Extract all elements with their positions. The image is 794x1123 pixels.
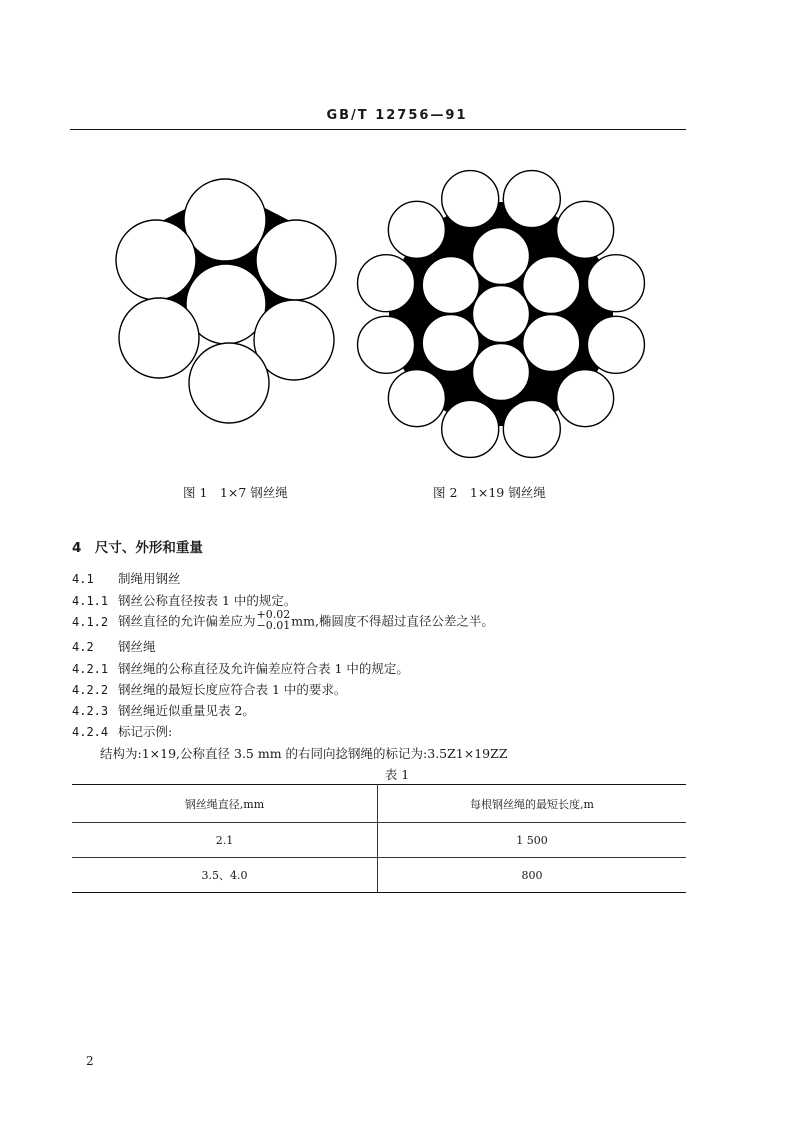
wire-circle xyxy=(503,171,560,228)
table-1-title: 表 1 xyxy=(384,767,410,782)
wire-circle xyxy=(557,201,614,258)
clause-4-2-4 xyxy=(72,722,172,740)
clause-4-2-3 xyxy=(72,701,255,719)
clause-4-2-2 xyxy=(72,680,346,698)
clause-number: 4.2.3 xyxy=(72,704,109,718)
marking-example: 结构为:1×19,公称直径 3.5 mm 的右同向捻钢绳的标记为:3.5Z1×19ZZ xyxy=(100,746,508,761)
table-cell: 800 xyxy=(378,858,687,893)
page-number: 2 xyxy=(86,1054,94,1068)
wire-circle xyxy=(473,344,530,401)
clause-text: 钢丝绳的最短长度应符合表 1 中的要求。 xyxy=(118,682,347,697)
tolerance-stack xyxy=(257,609,291,631)
table-row xyxy=(72,858,686,893)
clause-4-1 xyxy=(72,569,181,587)
clause-text: 钢丝绳 xyxy=(118,639,156,654)
table-cell: 3.5、4.0 xyxy=(72,858,378,893)
wire-circle xyxy=(358,316,415,373)
clause-text: 钢丝绳的公称直径及允许偏差应符合表 1 中的规定。 xyxy=(118,661,409,676)
clause-text-after: mm,椭圆度不得超过直径公差之半。 xyxy=(291,613,494,629)
clause-number: 4.2.1 xyxy=(72,662,109,676)
wire-circle xyxy=(422,315,479,372)
table-cell: 1 500 xyxy=(378,823,687,858)
clause-number: 4.1.2 xyxy=(72,614,109,629)
clause-number: 4.2.4 xyxy=(72,725,109,739)
wire-circle xyxy=(557,370,614,427)
clause-text: 钢丝绳近似重量见表 2。 xyxy=(118,703,255,718)
table-header-cell: 钢丝绳直径,mm xyxy=(72,785,378,823)
clause-text: 标记示例: xyxy=(118,724,173,739)
clause-4-1-2 xyxy=(72,608,494,633)
wire-circle xyxy=(473,286,530,343)
wire-circle xyxy=(587,316,644,373)
table-1 xyxy=(72,784,686,893)
table-header-cell: 每根钢丝绳的最短长度,m xyxy=(378,785,687,823)
wire-circle xyxy=(358,255,415,312)
wire-circle xyxy=(473,228,530,285)
tolerance-upper: +0.02 xyxy=(256,608,291,621)
table-header-row xyxy=(72,785,686,823)
wire-circle xyxy=(503,400,560,457)
wire-circle xyxy=(388,201,445,258)
section-heading: 4 尺寸、外形和重量 xyxy=(72,540,203,556)
clause-number: 4.1.1 xyxy=(72,594,109,608)
figure-1-diagram xyxy=(110,168,342,430)
clause-4-2 xyxy=(72,637,156,655)
clause-text: 制绳用钢丝 xyxy=(118,571,181,586)
clause-number: 4.2 xyxy=(72,640,94,654)
figure-1-caption: 图 1 1×7 钢丝绳 xyxy=(183,485,288,500)
clause-number: 4.1 xyxy=(72,572,94,586)
figure-2-caption: 图 2 1×19 钢丝绳 xyxy=(433,485,546,500)
table-cell: 2.1 xyxy=(72,823,378,858)
wire-circle xyxy=(388,370,445,427)
clause-number: 4.2.2 xyxy=(72,683,109,697)
wire-circle xyxy=(523,257,580,314)
wire-circle xyxy=(587,255,644,312)
clause-4-1-1 xyxy=(72,591,296,609)
clause-text: 钢丝公称直径按表 1 中的规定。 xyxy=(118,593,297,608)
figure-2-diagram xyxy=(348,168,654,460)
wire-circle xyxy=(422,257,479,314)
header-rule xyxy=(70,129,686,130)
clause-text-before: 钢丝直径的允许偏差应为 xyxy=(118,613,256,629)
tolerance-lower: −0.01 xyxy=(256,619,291,632)
table-row xyxy=(72,823,686,858)
wire-circle xyxy=(442,400,499,457)
clause-4-2-1 xyxy=(72,659,409,677)
wire-circle xyxy=(442,171,499,228)
standard-code: GB/T 12756—91 xyxy=(326,108,468,123)
wire-circle xyxy=(523,315,580,372)
